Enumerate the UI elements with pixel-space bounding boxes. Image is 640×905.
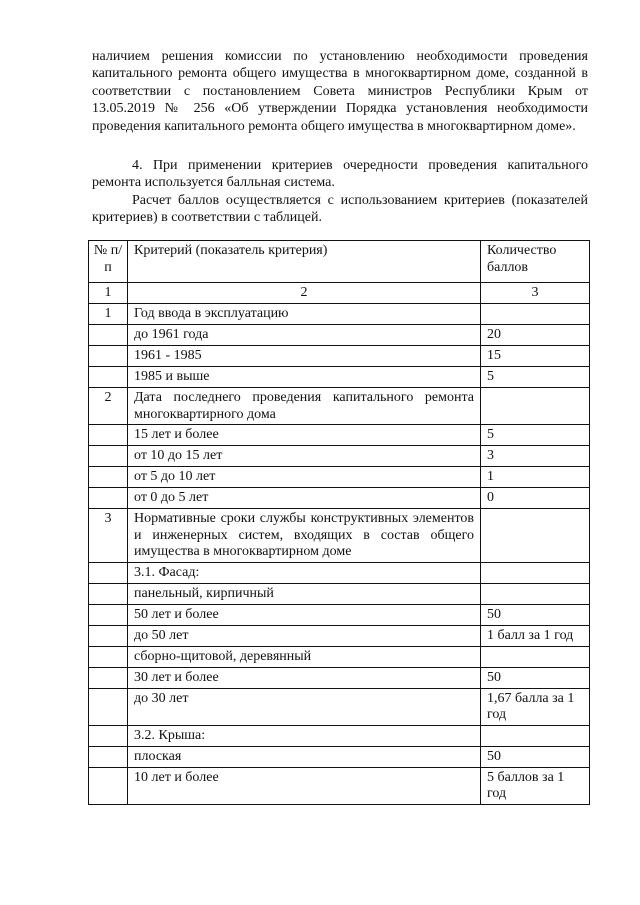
row-score — [481, 388, 590, 425]
table-row — [89, 562, 590, 583]
row-score — [481, 304, 590, 325]
table-row — [89, 346, 590, 367]
row-score — [481, 509, 590, 563]
table-row — [89, 583, 590, 604]
row-criterion: 50 лет и более — [128, 604, 481, 625]
table-row — [89, 304, 590, 325]
row-criterion: от 5 до 10 лет — [128, 467, 481, 488]
row-number — [89, 725, 128, 746]
row-score: 5 баллов за 1 год — [481, 767, 590, 804]
row-score: 3 — [481, 446, 590, 467]
row-criterion: плоская — [128, 746, 481, 767]
header-score: Количество баллов — [481, 241, 590, 283]
row-criterion: 30 лет и более — [128, 667, 481, 688]
table-row — [89, 325, 590, 346]
table-row — [89, 688, 590, 725]
table-row — [89, 746, 590, 767]
row-criterion: Год ввода в эксплуатацию — [128, 304, 481, 325]
row-criterion: от 10 до 15 лет — [128, 446, 481, 467]
row-number — [89, 367, 128, 388]
row-number — [89, 688, 128, 725]
row-number — [89, 625, 128, 646]
row-criterion: до 50 лет — [128, 625, 481, 646]
row-score: 1,67 балла за 1 год — [481, 688, 590, 725]
table-row — [89, 367, 590, 388]
row-criterion: 3.1. Фасад: — [128, 562, 481, 583]
row-score — [481, 562, 590, 583]
row-score: 50 — [481, 746, 590, 767]
table-header-row — [89, 241, 590, 283]
row-number — [89, 446, 128, 467]
row-number — [89, 467, 128, 488]
row-criterion: до 30 лет — [128, 688, 481, 725]
row-number — [89, 746, 128, 767]
row-score: 20 — [481, 325, 590, 346]
row-number — [89, 488, 128, 509]
row-criterion: от 0 до 5 лет — [128, 488, 481, 509]
row-criterion: 10 лет и более — [128, 767, 481, 804]
row-score: 1 — [481, 467, 590, 488]
criteria-table — [88, 240, 590, 805]
row-score: 0 — [481, 488, 590, 509]
table-row — [89, 446, 590, 467]
row-criterion: 3.2. Крыша: — [128, 725, 481, 746]
paragraph-point-4: 4. При применении критериев очередности проведения капитального ремонта используется балльная система. — [92, 158, 588, 191]
row-score — [481, 646, 590, 667]
row-number: 1 — [89, 304, 128, 325]
row-number — [89, 583, 128, 604]
row-score: 50 — [481, 604, 590, 625]
row-score: 15 — [481, 346, 590, 367]
row-score: 50 — [481, 667, 590, 688]
table-row — [89, 425, 590, 446]
row-criterion: 1985 и выше — [128, 367, 481, 388]
row-number — [89, 325, 128, 346]
row-criterion: до 1961 года — [128, 325, 481, 346]
row-number — [89, 562, 128, 583]
column-number-3: 3 — [481, 283, 590, 304]
table-row — [89, 625, 590, 646]
row-score — [481, 725, 590, 746]
table-row — [89, 388, 590, 425]
row-score: 1 балл за 1 год — [481, 625, 590, 646]
row-number — [89, 646, 128, 667]
table-row — [89, 604, 590, 625]
paragraph-commission: наличием решения комиссии по установлению необходимости проведения капитального ремонта общего имущества в многоквартирном доме, созданной в соответствии с постановлением Совета министров Республики Крым от 13.05.2019 № 256 «Об утверждении Порядка установления необходимости проведения капитального ремонта общего имущества в многоквартирном доме». — [92, 49, 588, 134]
header-number: № п/п — [89, 241, 128, 283]
row-criterion: 15 лет и более — [128, 425, 481, 446]
paragraph-score-calculation: Расчет баллов осуществляется с использованием критериев (показателей критериев) в соответствии с таблицей. — [92, 193, 588, 226]
row-criterion: 1961 - 1985 — [128, 346, 481, 367]
column-number-1: 1 — [89, 283, 128, 304]
table-row — [89, 467, 590, 488]
table-row — [89, 509, 590, 563]
row-number: 2 — [89, 388, 128, 425]
table-row — [89, 646, 590, 667]
row-number — [89, 425, 128, 446]
table-row — [89, 667, 590, 688]
table-row — [89, 767, 590, 804]
row-criterion: Нормативные сроки службы конструктивных элементов и инженерных систем, входящих в состав общего имущества в многоквартирном доме — [128, 509, 481, 563]
row-number — [89, 604, 128, 625]
row-score: 5 — [481, 367, 590, 388]
row-criterion: Дата последнего проведения капитального ремонта многоквартирного дома — [128, 388, 481, 425]
row-score: 5 — [481, 425, 590, 446]
column-numbers-row — [89, 283, 590, 304]
row-number — [89, 767, 128, 804]
column-number-2: 2 — [128, 283, 481, 304]
table-row — [89, 488, 590, 509]
row-criterion: панельный, кирпичный — [128, 583, 481, 604]
row-number — [89, 346, 128, 367]
row-score — [481, 583, 590, 604]
row-criterion: сборно-щитовой, деревянный — [128, 646, 481, 667]
header-criterion: Критерий (показатель критерия) — [128, 241, 481, 283]
table-row — [89, 725, 590, 746]
row-number — [89, 667, 128, 688]
row-number: 3 — [89, 509, 128, 563]
